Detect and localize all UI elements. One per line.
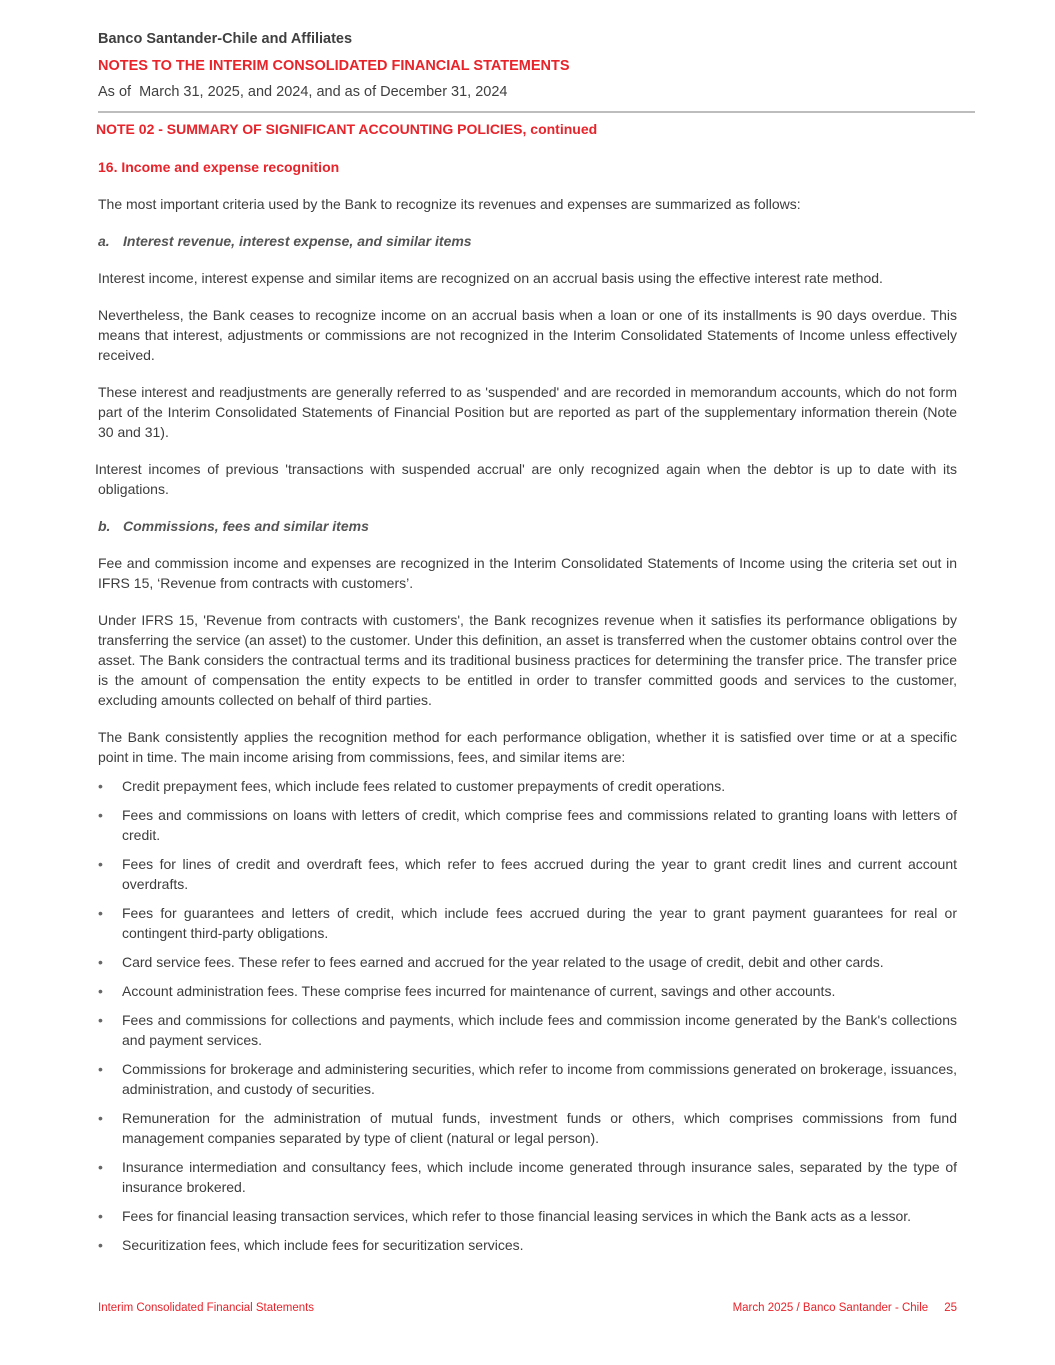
list-item <box>98 903 957 943</box>
bullet-icon: • <box>98 983 103 999</box>
bullet-icon: • <box>98 905 103 921</box>
subsection-b-title: Commissions, fees and similar items <box>123 518 369 534</box>
paragraph-b3: The Bank consistently applies the recognition method for each performance obligation, whether it is satisfied over time or at a specific point in time. The main income arising from commissions, fees, and similar items are: <box>98 729 957 765</box>
bullet-icon: • <box>98 1061 103 1077</box>
list-item <box>98 1108 957 1148</box>
list-item <box>98 1059 957 1099</box>
bullet-icon: • <box>98 807 103 823</box>
bullet-icon: • <box>98 1012 103 1028</box>
list-item-text: Commissions for brokerage and administering securities, which refer to income from commissions generated on brokerage, issuances, administration, and custody of securities. <box>122 1061 957 1097</box>
list-item <box>98 1010 957 1050</box>
page-number: 25 <box>944 1302 957 1314</box>
bullet-icon: • <box>98 1208 103 1224</box>
header-divider <box>98 111 975 113</box>
paragraph-a3: These interest and readjustments are generally referred to as 'suspended' and are recorded in memorandum accounts, which do not form part of the Interim Consolidated Statements of Financial Position but are reported as part of the supplementary information therein (Note 30 and 31). <box>98 384 957 440</box>
paragraph-a1: Interest income, interest expense and similar items are recognized on an accrual basis using the effective interest rate method. <box>98 270 883 286</box>
list-item-text: Remuneration for the administration of mutual funds, investment funds or others, which comprises commissions from fund management companies separated by type of client (natural or legal person). <box>122 1110 957 1146</box>
bullet-icon: • <box>98 1110 103 1126</box>
subsection-b-label: b. <box>98 518 111 534</box>
paragraph-b2: Under IFRS 15, 'Revenue from contracts with customers', the Bank recognizes revenue when it satisfies its performance obligations by transferring the service (an asset) to the customer. Under this definition, an asset is transferred when the customer obtains control over the asset. The Bank considers the contractual terms and its traditional business practices for determining the transfer price. The transfer price is the amount of compensation the entity expects to be entitled in order to transfer committed goods and services to the customer, excluding amounts collected on behalf of third parties. <box>98 612 957 708</box>
bullet-icon: • <box>98 778 103 794</box>
footer-left: Interim Consolidated Financial Statements <box>98 1302 315 1314</box>
notes-title: NOTES TO THE INTERIM CONSOLIDATED FINANCIAL STATEMENTS <box>98 58 570 74</box>
list-item-text: Fees for guarantees and letters of credit, which include fees accrued during the year to grant payment guarantees for real or contingent third-party obligations. <box>122 905 957 941</box>
list-item <box>98 805 957 845</box>
list-item <box>98 952 957 972</box>
list-item-text: Fees and commissions for collections and payments, which include fees and commission income generated by the Bank's collections and payment services. <box>122 1012 957 1048</box>
company-name: Banco Santander-Chile and Affiliates <box>98 31 353 47</box>
list-item-text: Account administration fees. These comprise fees incurred for maintenance of current, savings and other accounts. <box>122 983 836 999</box>
as-of-date: As of March 31, 2025, and 2024, and as of December 31, 2024 <box>98 84 508 100</box>
bullet-icon: • <box>98 954 103 970</box>
main-content <box>95 157 957 1264</box>
bullet-icon: • <box>98 1237 103 1253</box>
bullet-icon: • <box>98 1159 103 1175</box>
list-item <box>98 1206 957 1226</box>
list-item-text: Fees and commissions on loans with letters of credit, which comprise fees and commissions related to granting loans with letters of credit. <box>122 807 957 843</box>
footer-right <box>733 1302 957 1314</box>
paragraph-b1: Fee and commission income and expenses are recognized in the Interim Consolidated Statements of Income using the criteria set out in IFRS 15, ‘Revenue from contracts with customers’. <box>98 555 957 591</box>
subsection-a-heading <box>98 231 957 251</box>
paragraph-a4: Interest incomes of previous 'transactions with suspended accrual' are only recognized again when the debtor is up to date with its obligations. <box>95 461 957 497</box>
paragraph-a2: Nevertheless, the Bank ceases to recognize income on an accrual basis when a loan or one of its installments is 90 days overdue. This means that interest, adjustments or commissions are not recognized in the Interim Consolidated Statements of Income unless effectively received. <box>98 307 957 363</box>
list-item-text: Fees for financial leasing transaction services, which refer to those financial leasing services in which the Bank acts as a lessor. <box>122 1208 912 1224</box>
footer-right-text: March 2025 / Banco Santander - Chile <box>732 1302 929 1314</box>
list-item-text: Credit prepayment fees, which include fees related to customer prepayments of credit operations. <box>122 778 726 794</box>
subsection-a-label: a. <box>98 233 110 249</box>
list-item-text: Insurance intermediation and consultancy fees, which include income generated through insurance sales, separated by the type of insurance brokered. <box>122 1159 957 1195</box>
bullet-icon: • <box>98 856 103 872</box>
income-items-list <box>98 776 957 1255</box>
list-item <box>98 1235 957 1255</box>
list-item <box>98 854 957 894</box>
list-item-text: Fees for lines of credit and overdraft fees, which refer to fees accrued during the year to grant credit lines and current account overdrafts. <box>122 856 957 892</box>
note-title: NOTE 02 - SUMMARY OF SIGNIFICANT ACCOUNTING POLICIES, continued <box>96 121 598 137</box>
section-title: 16. Income and expense recognition <box>98 159 340 175</box>
section-intro: The most important criteria used by the Bank to recognize its revenues and expenses are summarized as follows: <box>98 196 801 212</box>
list-item-text: Securitization fees, which include fees for securitization services. <box>122 1237 524 1253</box>
list-item <box>98 981 957 1001</box>
list-item <box>98 776 957 796</box>
list-item-text: Card service fees. These refer to fees earned and accrued for the year related to the usage of credit, debit and other cards. <box>122 954 884 970</box>
list-item <box>98 1157 957 1197</box>
subsection-b-heading <box>98 516 957 536</box>
subsection-a-title: Interest revenue, interest expense, and similar items <box>123 233 472 249</box>
